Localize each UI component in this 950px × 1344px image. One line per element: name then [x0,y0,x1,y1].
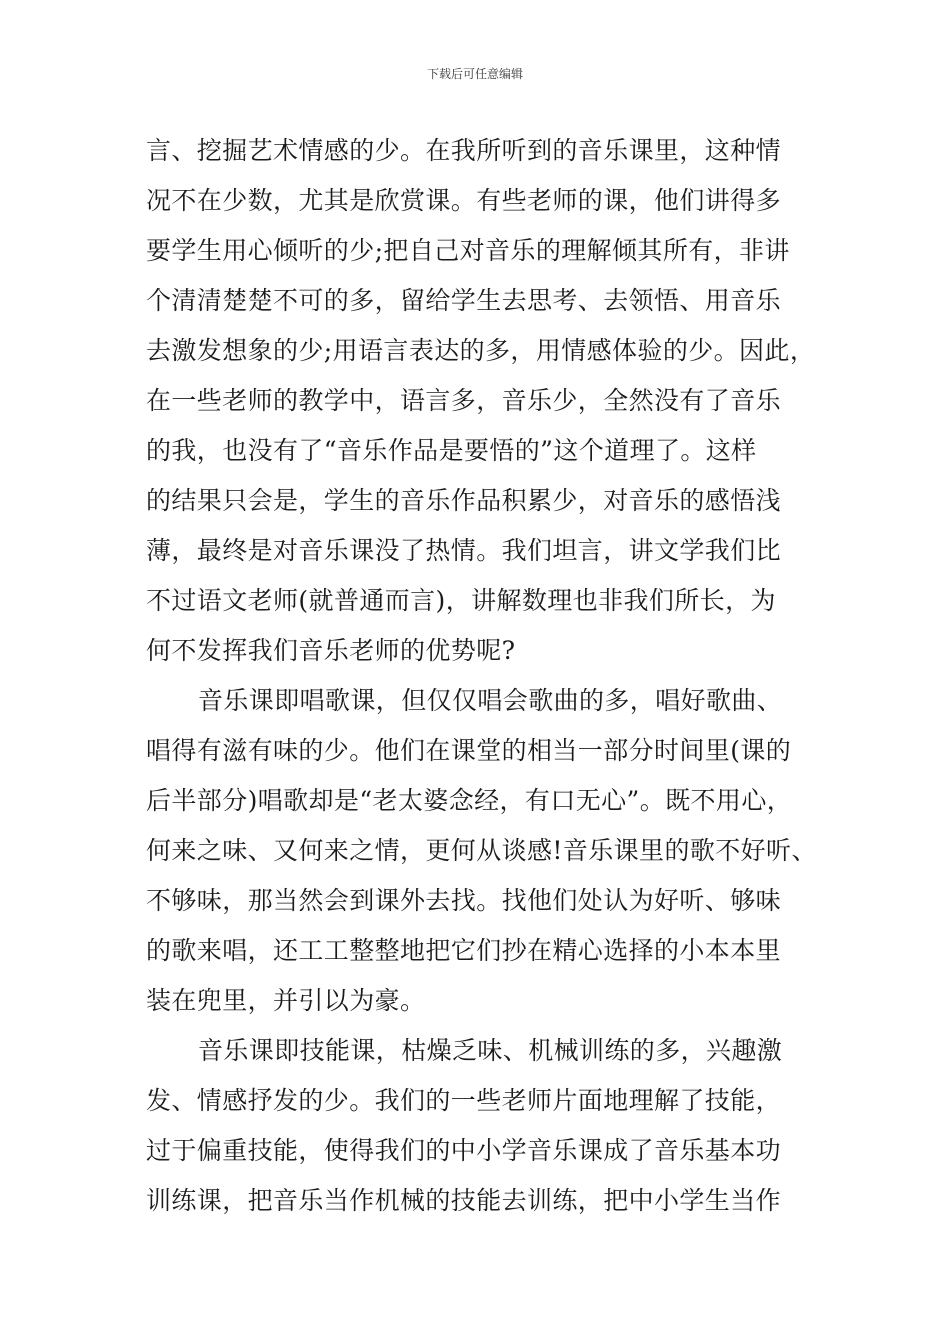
text-line: 的歌来唱，还工工整整地把它们抄在精心选择的小本本里 [146,936,782,965]
text-line: 况不在少数，尤其是欣赏课。有些老师的课，他们讲得多 [146,186,782,215]
text-line: 薄，最终是对音乐课没了热情。我们坦言，讲文学我们比 [146,536,782,565]
text-line: 何来之味、又何来之情，更何从谈感!音乐课里的歌不好听、 [146,836,817,865]
text-line: 去激发想象的少;用语言表达的多，用情感体验的少。因此， [146,336,816,365]
page-header: 下载后可任意编辑 [426,67,523,81]
paragraph [146,676,816,1026]
text-line: 不过语文老师(就普通而言)，讲解数理也非我们所长，为 [146,586,776,615]
document-body [146,126,816,1226]
text-line: 的结果只会是，学生的音乐作品积累少，对音乐的感悟浅 [146,486,782,515]
text-line: 音乐课即技能课，枯燥乏味、机械训练的多，兴趣激 [198,1036,783,1065]
text-line: 过于偏重技能，使得我们的中小学音乐课成了音乐基本功 [146,1136,782,1165]
text-line: 音乐课即唱歌课，但仅仅唱会歌曲的多，唱好歌曲、 [198,686,783,715]
paragraph [146,126,816,676]
text-line: 要学生用心倾听的少;把自己对音乐的理解倾其所有，非讲 [146,236,790,265]
text-line: 训练课，把音乐当作机械的技能去训练，把中小学生当作 [146,1186,782,1215]
text-line: 装在兜里，并引以为豪。 [146,986,426,1015]
text-line: 个清清楚楚不可的多，留给学生去思考、去领悟、用音乐 [146,286,782,315]
text-line: 何不发挥我们音乐老师的优势呢? [146,636,516,665]
text-line: 不够味，那当然会到课外去找。找他们处认为好听、够味 [146,886,782,915]
text-line: 发、情感抒发的少。我们的一些老师片面地理解了技能， [146,1086,782,1115]
text-line: 在一些老师的教学中，语言多，音乐少，全然没有了音乐 [146,386,782,415]
text-line: 唱得有滋有味的少。他们在课堂的相当一部分时间里(课的 [146,736,792,765]
text-line: 后半部分)唱歌却是“老太婆念经，有口无心”。既不用心， [146,786,793,815]
text-line: 的我，也没有了“音乐作品是要悟的”这个道理了。这样 [146,436,757,465]
text-line: 言、挖掘艺术情感的少。在我所听到的音乐课里，这种情 [146,136,782,165]
paragraph [146,1026,816,1226]
